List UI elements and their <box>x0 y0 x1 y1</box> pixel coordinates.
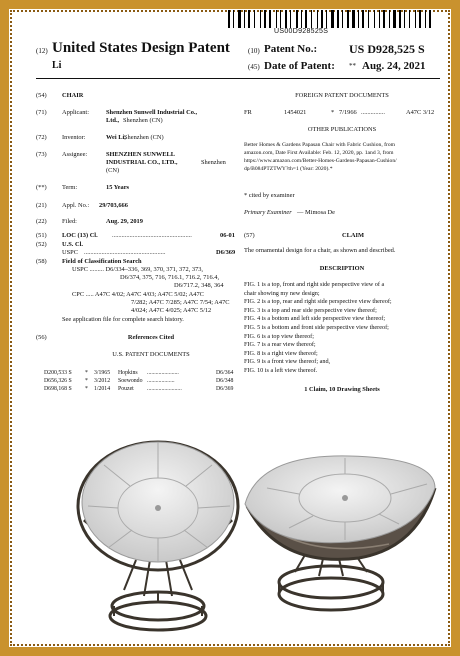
description-line: FIG. 3 is a top and rear side perspective view thereof; <box>244 306 377 314</box>
patent-page <box>14 10 446 646</box>
barcode-bar <box>393 10 396 28</box>
ref-class: D6/348 <box>216 378 234 384</box>
code-56: (56) <box>36 334 47 341</box>
loc-label: LOC (13) Cl. <box>62 232 98 239</box>
barcode-bar <box>228 10 230 28</box>
ref-date: 3/1965 <box>94 370 111 376</box>
barcode-bar <box>358 10 359 28</box>
field-search-label: Field of Classification Search <box>62 258 142 265</box>
barcode-bar <box>264 10 266 28</box>
barcode-bar <box>379 10 380 28</box>
uspc-label: USPC <box>62 249 78 256</box>
barcode-bar <box>389 10 390 28</box>
assignee-name: SHENZHEN SUNWELL <box>106 151 176 158</box>
barcode-bar <box>238 10 241 28</box>
description-line: FIG. 2 is a top, rear and right side perspective view thereof; <box>244 298 392 306</box>
other-pub-line-2: amazon.com, Date First Available: Feb. 12, 2020, pp. 1and 3, from <box>244 150 394 156</box>
ref-name: Pouzet <box>118 386 134 392</box>
barcode-bar <box>244 10 245 28</box>
patent-number: US D928,525 S <box>349 42 425 56</box>
barcode-bar <box>285 10 287 28</box>
barcode-bar <box>256 10 259 28</box>
barcode-bar <box>246 10 247 28</box>
barcode-bar <box>296 10 298 28</box>
assignee-country: (CN) <box>106 167 120 174</box>
barcode-bar <box>365 10 367 28</box>
barcode-bar <box>406 10 408 28</box>
ref-number: D698,168 S <box>44 386 72 392</box>
claims-sheets: 1 Claim, 10 Drawing Sheets <box>304 386 380 393</box>
applicant-location: Shenzhen (CN) <box>123 117 163 124</box>
code-52: (52) <box>36 241 47 248</box>
barcode-bar <box>335 10 336 28</box>
ref-leader: ................... <box>147 378 175 384</box>
description-line: FIG. 5 is a bottom and front side perspective view thereof; <box>244 324 389 331</box>
barcode-bar <box>344 10 346 28</box>
foreign-class: A47C 3/12 <box>406 109 435 116</box>
code-71: (71) <box>36 109 47 116</box>
description-title: DESCRIPTION <box>319 265 365 272</box>
barcode-bar <box>368 10 369 28</box>
barcode-bar <box>319 10 320 28</box>
barcode-bar <box>409 10 410 28</box>
barcode-bar <box>280 10 281 28</box>
barcode-bar <box>417 10 418 28</box>
assignee-city: Shenzhen <box>201 159 226 166</box>
chair-photo-front <box>74 410 244 638</box>
barcode-bar <box>425 10 426 28</box>
barcode-bar <box>427 10 428 28</box>
barcode-bar <box>235 10 237 28</box>
ref-date: 3/2012 <box>94 378 111 384</box>
ref-star: * <box>85 370 88 376</box>
barcode-bar <box>347 10 349 28</box>
appl-label: Appl. No.: <box>62 202 90 209</box>
field-cpc-2: 7/282; A47C 7/285; A47C 7/54; A47C <box>131 299 230 306</box>
barcode-bar <box>399 10 401 28</box>
other-pub-line-1: Better Homes & Gardens Papasan Chair with Fabric Cushion, from <box>244 142 396 148</box>
ref-star: * <box>85 386 88 392</box>
barcode-bar <box>311 10 312 28</box>
ref-name: Soewondo <box>118 378 143 384</box>
barcode-bar <box>321 10 323 28</box>
examiner-name: — Mimosa De <box>297 209 335 216</box>
code-21: (21) <box>36 202 47 209</box>
barcode-bar <box>391 10 392 28</box>
barcode-bar <box>342 10 343 28</box>
barcode-bar <box>303 10 304 28</box>
barcode-bar <box>419 10 421 28</box>
patent-date: Aug. 24, 2021 <box>362 60 426 72</box>
barcode-bar <box>360 10 361 28</box>
barcode-bar <box>233 10 234 28</box>
appl-number: 29/703,666 <box>99 202 128 209</box>
chair-photo-side <box>239 448 439 618</box>
filed-label: Filed: <box>62 218 77 225</box>
assignee-label: Assignee: <box>62 151 88 158</box>
field-cpc-3: 4/024; A47C 4/025; A47C 5/12 <box>131 307 212 314</box>
ref-class: D6/369 <box>216 386 234 392</box>
barcode-bar <box>282 10 284 28</box>
ref-date: 1/2014 <box>94 386 111 392</box>
barcode-bar <box>290 10 291 28</box>
applicant-label: Applicant: <box>62 109 89 116</box>
description-line: FIG. 8 is a right view thereof; <box>244 349 318 357</box>
loc-value: 06-01 <box>220 232 235 239</box>
code-58: (58) <box>36 258 47 265</box>
ref-class: D6/364 <box>216 370 234 376</box>
ref-leader: ........................ <box>147 386 182 392</box>
barcode-bar <box>362 10 364 28</box>
barcode-bar <box>288 10 289 28</box>
cited-by-examiner: * cited by examiner <box>244 192 295 199</box>
uspc-value: D6/369 <box>216 249 236 256</box>
barcode-bar <box>278 10 279 28</box>
claim-text: The ornamental design for a chair, as shown and described. <box>244 247 396 254</box>
barcode <box>228 10 440 28</box>
ref-name: Hopkins <box>118 370 138 376</box>
barcode-bar <box>251 10 253 28</box>
description-line: chair showing my new design; <box>244 289 320 297</box>
other-pub-line-3: https://www.amazon.com/Better-Homes-Gardens-Papasan-Cushion/ <box>244 158 397 164</box>
barcode-bar <box>326 10 327 28</box>
code-57: (57) <box>244 232 255 239</box>
barcode-bar <box>260 10 261 28</box>
header-rule <box>36 78 440 79</box>
barcode-bar <box>374 10 375 28</box>
barcode-bar <box>356 10 357 28</box>
inventor-location: Shenzhen (CN) <box>124 134 164 141</box>
code-54: (54) <box>36 92 47 99</box>
search-history-note: See application file for complete search history. <box>62 316 184 323</box>
us-patent-docs-title: U.S. PATENT DOCUMENTS <box>112 351 190 358</box>
barcode-bar <box>328 10 330 28</box>
foreign-country: FR <box>244 109 252 116</box>
barcode-bar <box>404 10 405 28</box>
barcode-bar <box>411 10 414 28</box>
filed-date: Aug. 29, 2019 <box>106 218 143 225</box>
foreign-number: 1454021 <box>284 109 307 116</box>
barcode-bar <box>317 10 318 28</box>
barcode-bar <box>269 10 271 28</box>
code-22: (22) <box>36 218 47 225</box>
barcode-bar <box>262 10 263 28</box>
description-line: FIG. 7 is a rear view thereof; <box>244 341 316 349</box>
references-title: References Cited <box>127 334 175 341</box>
barcode-bar <box>337 10 339 28</box>
barcode-number: US00D928525S <box>274 28 329 35</box>
code-12: (12) <box>36 47 48 55</box>
barcode-bar <box>415 10 416 28</box>
code-51: (51) <box>36 232 47 239</box>
barcode-bar <box>267 10 268 28</box>
other-pub-line-4: dp/B084PTZTWY?th=1 (Year: 2020).* <box>244 166 333 172</box>
description-line: FIG. 6 is a top view thereof; <box>244 332 314 340</box>
barcode-bar <box>276 10 277 28</box>
code-73: (73) <box>36 151 47 158</box>
examiner-label: Primary Examiner <box>244 209 292 216</box>
ref-star: * <box>85 378 88 384</box>
ref-number: D656,326 S <box>44 378 72 384</box>
barcode-bar <box>301 10 302 28</box>
barcode-bar <box>397 10 398 28</box>
barcode-bar <box>340 10 341 28</box>
barcode-bar <box>313 10 316 28</box>
barcode-bar <box>386 10 388 28</box>
barcode-bar <box>352 10 355 28</box>
barcode-bar <box>299 10 300 28</box>
design-title: CHAIR <box>62 92 84 99</box>
inventor-name: Wei Li, <box>106 134 126 141</box>
barcode-bar <box>272 10 275 28</box>
code-10: (10) <box>248 47 260 55</box>
barcode-bar <box>376 10 378 28</box>
ref-number: D200,533 S <box>44 370 72 376</box>
barcode-bar <box>308 10 310 28</box>
uscl-label: U.S. Cl. <box>62 241 83 248</box>
code-45: (45) <box>248 63 260 71</box>
foreign-date: 7/1966 <box>339 109 357 116</box>
term-value: 15 Years <box>106 184 130 191</box>
barcode-bar <box>254 10 255 28</box>
barcode-bar <box>422 10 424 28</box>
other-publications-title: OTHER PUBLICATIONS <box>307 126 377 133</box>
barcode-bar <box>331 10 334 28</box>
field-uspc-1: USPC ......... D6/334–336, 369, 370, 371, 372, 373, <box>72 266 204 273</box>
field-cpc-1: CPC ..... A47C 4/02; A47C 4/03; A47C 5/02; A47C <box>72 291 204 298</box>
inventor-label: Inventor: <box>62 134 86 141</box>
code-72: (72) <box>36 134 47 141</box>
date-marker: ** <box>349 62 356 70</box>
barcode-bar <box>292 10 295 28</box>
date-label: Date of Patent: <box>264 60 335 72</box>
barcode-bar <box>381 10 382 28</box>
barcode-bar <box>324 10 325 28</box>
foreign-leader: ............... <box>361 109 385 116</box>
patent-no-label: Patent No.: <box>264 43 318 55</box>
loc-leader: .................................................. <box>112 232 192 239</box>
term-label: Term: <box>62 184 78 191</box>
foreign-star: * <box>331 109 335 116</box>
claim-title: CLAIM <box>341 232 364 239</box>
barcode-bar <box>429 10 431 28</box>
applicant-name-2: Ltd., <box>106 117 120 124</box>
barcode-bar <box>248 10 250 28</box>
document-title: United States Design Patent <box>52 40 230 56</box>
ref-leader: ...................... <box>147 370 179 376</box>
description-line: FIG. 4 is a bottom and left side perspective view thereof; <box>244 315 386 323</box>
foreign-docs-title: FOREIGN PATENT DOCUMENTS <box>295 92 389 99</box>
description-line: FIG. 10 is a left view thereof. <box>244 367 318 374</box>
barcode-bar <box>231 10 232 28</box>
barcode-bar <box>350 10 351 28</box>
barcode-bar <box>370 10 373 28</box>
description-line: FIG. 9 is a front view thereof; and, <box>244 358 331 366</box>
barcode-bar <box>402 10 403 28</box>
inventor-short: Li <box>52 60 62 71</box>
assignee-name-2: INDUSTRIAL CO., LTD., <box>106 159 178 166</box>
applicant-name: Shenzhen Sunwell Industrial Co., <box>106 109 198 116</box>
barcode-bar <box>383 10 385 28</box>
field-uspc-2: D6/374, 375, 716, 716.1, 716.2, 716.4, <box>120 274 220 281</box>
barcode-bar <box>242 10 243 28</box>
description-line: FIG. 1 is a top, front and right side perspective view of a <box>244 281 385 288</box>
field-uspc-3: D6/717.2, 348, 364 <box>174 282 224 289</box>
barcode-bar <box>305 10 307 28</box>
code-term: (**) <box>36 184 47 191</box>
uspc-leader: ................................................... <box>84 249 166 256</box>
